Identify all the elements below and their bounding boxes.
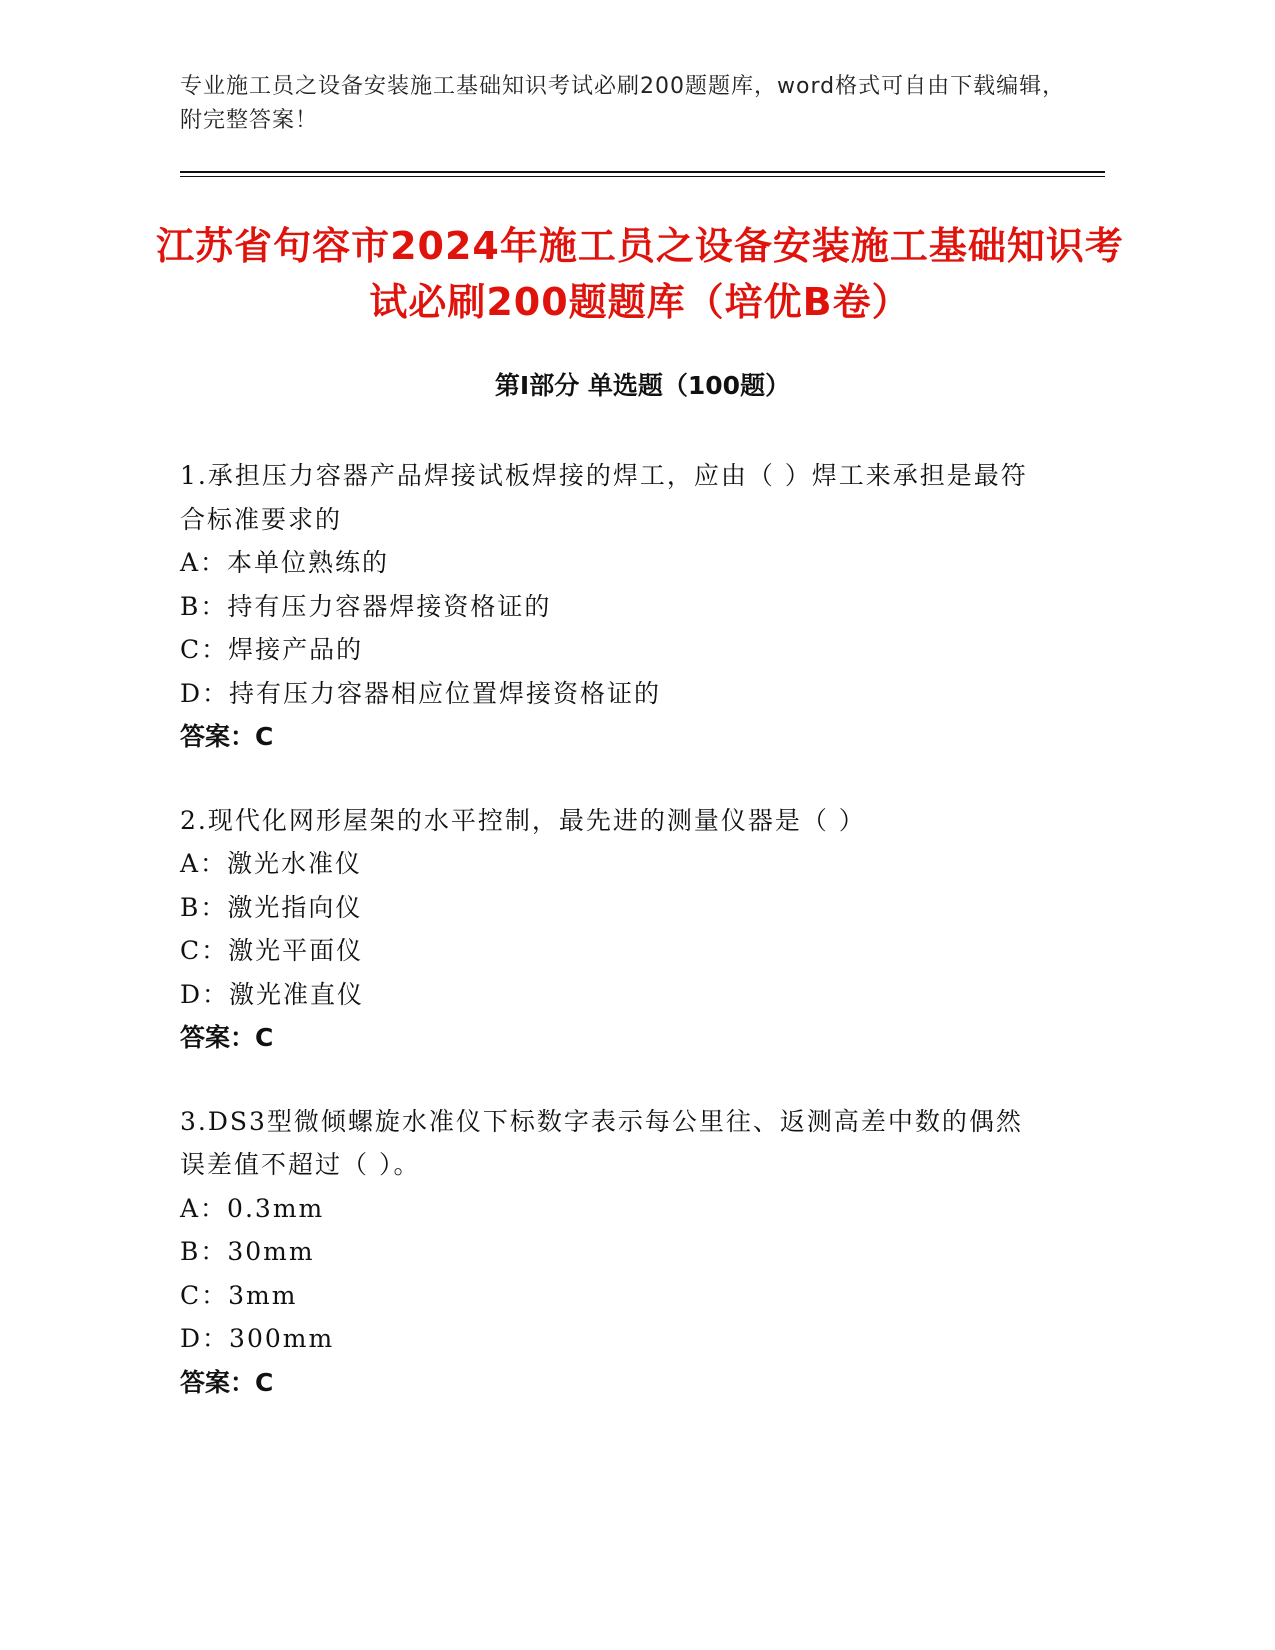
- option-a: A：激光水准仪: [180, 849, 363, 878]
- option-c: C：3mm: [180, 1280, 298, 1310]
- question-stem: 2.现代化网形屋架的水平控制，最先进的测量仪器是（ ）: [180, 805, 866, 835]
- header-divider-thin: [180, 176, 1105, 177]
- question-1: [180, 454, 1040, 759]
- option-b: B：30mm: [180, 1237, 315, 1266]
- question-stem: 3.DS3型微倾螺旋水准仪下标数字表示每公里往、返测高差中数的偶然误差值不超过（ ）。: [180, 1106, 1023, 1179]
- question-3: [180, 1100, 1040, 1405]
- option-d: D：持有压力容器相应位置焊接资格证的: [180, 678, 662, 708]
- option-d: D：激光准直仪: [180, 979, 365, 1009]
- answer: 答案：C: [180, 722, 274, 751]
- answer: 答案：C: [180, 1367, 274, 1397]
- option-a: A：本单位熟练的: [180, 548, 390, 577]
- question-2: [180, 799, 1040, 1060]
- option-c: C：焊接产品的: [180, 635, 364, 664]
- option-d: D：300mm: [180, 1324, 335, 1353]
- option-c: C：激光平面仪: [180, 936, 364, 965]
- header-divider-thick: [180, 171, 1105, 173]
- option-b: B：激光指向仪: [180, 892, 363, 922]
- option-a: A：0.3mm: [180, 1193, 325, 1223]
- document-title: 江苏省句容市2024年施工员之设备安装施工基础知识考试必刷200题题库（培优B卷）: [156, 224, 1124, 324]
- answer: 答案：C: [180, 1023, 274, 1052]
- option-b: B：持有压力容器焊接资格证的: [180, 591, 552, 621]
- question-list: [180, 454, 1040, 1444]
- section-heading: 第Ⅰ部分 单选题（100题）: [494, 371, 791, 400]
- header-note: 专业施工员之设备安装施工基础知识考试必刷200题题库，word格式可自由下载编辑，附完整答案！: [180, 74, 1066, 133]
- question-stem: 1.承担压力容器产品焊接试板焊接的焊工，应由（ ）焊工来承担是最符合标准要求的: [180, 461, 1028, 534]
